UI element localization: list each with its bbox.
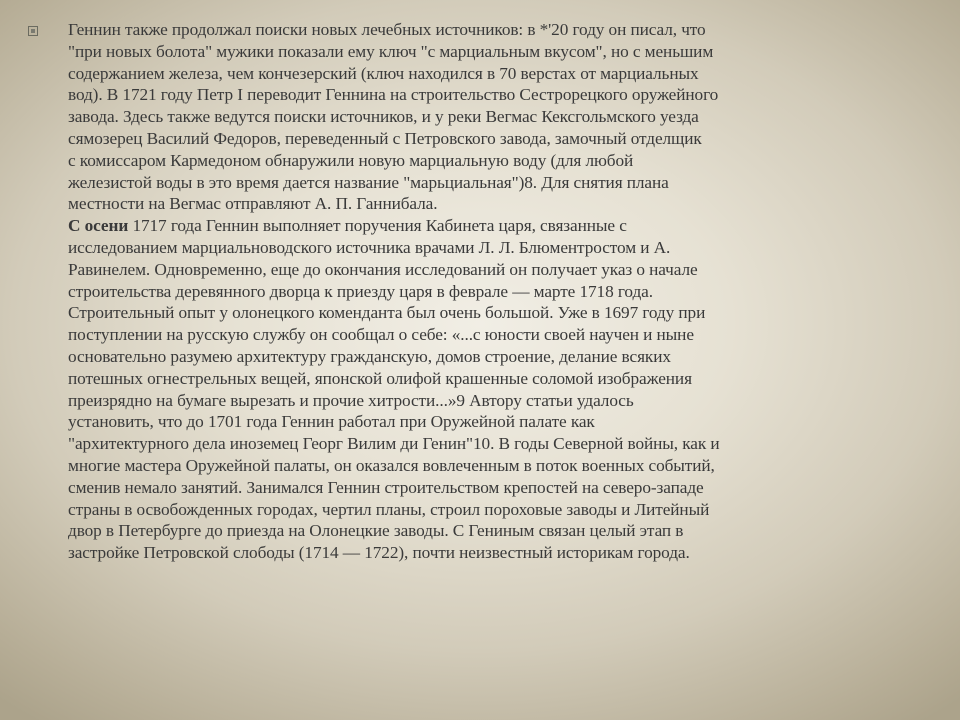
line-text: местности на Вегмас отправляют А. П. Ганнибала. bbox=[68, 194, 438, 214]
text-line bbox=[68, 346, 868, 368]
text-line bbox=[68, 172, 868, 194]
line-text: сменив немало занятий. Занимался Геннин строительством крепостей на северо-западе bbox=[68, 477, 704, 497]
line-text: многие мастера Оружейной палаты, он оказался вовлеченным в поток военных событий, bbox=[68, 455, 715, 475]
line-text: застройке Петровской слободы (1714 — 1722), почти неизвестный историкам города. bbox=[68, 543, 690, 563]
line-text: завода. Здесь также ведутся поиски источников, и у реки Вегмас Кексгольмского уезда bbox=[68, 107, 699, 127]
line-text: двор в Петербурге до приезда на Олонецкие заводы. С Гениным связан целый этап в bbox=[68, 521, 684, 541]
square-bullet-icon bbox=[28, 26, 38, 36]
line-text: основательно разумею архитектуру гражданскую, домов строение, делание всяких bbox=[68, 346, 671, 366]
text-line bbox=[68, 542, 868, 564]
line-text: преизрядно на бумаге вырезать и прочие хитрости...»9 Автору статьи удалось bbox=[68, 390, 634, 410]
line-text: с комиссаром Кармедоном обнаружили новую марциальную воду (для любой bbox=[68, 150, 634, 170]
line-text: "архитектурного дела иноземец Георг Вилим ди Генин"10. В годы Северной войны, как и bbox=[68, 434, 720, 454]
text-line bbox=[68, 499, 868, 521]
line-text: строительства деревянного дворца к приезду царя в феврале — марте 1718 года. bbox=[68, 281, 653, 301]
text-line bbox=[68, 84, 868, 106]
text-line bbox=[68, 259, 868, 281]
text-line bbox=[68, 390, 868, 412]
body-text bbox=[68, 19, 868, 564]
text-line bbox=[68, 433, 868, 455]
line-text: страны в освобожденных городах, чертил планы, строил пороховые заводы и Литейный bbox=[68, 499, 710, 519]
text-line bbox=[68, 302, 868, 324]
line-text: вод). В 1721 году Петр I переводит Геннина на строительство Сестрорецкого оружейного bbox=[68, 85, 719, 105]
text-line bbox=[68, 281, 868, 303]
line-text: поступлении на русскую службу он сообщал о себе: «...с юности своей научен и ныне bbox=[68, 325, 694, 345]
text-line bbox=[68, 106, 868, 128]
text-line bbox=[68, 193, 868, 215]
text-line bbox=[68, 368, 868, 390]
text-line bbox=[68, 41, 868, 63]
text-line bbox=[68, 19, 868, 41]
line-text: Строительный опыт у олонецкого коменданта был очень большой. Уже в 1697 году при bbox=[68, 303, 706, 323]
line-text: "при новых болота" мужики показали ему ключ "с марциальным вкусом", но с меньшим bbox=[68, 41, 714, 61]
bold-lead-text: С осени bbox=[68, 216, 129, 236]
line-text: Геннин также продолжал поиски новых лечебных источников: в *'20 году он писал, что bbox=[68, 20, 706, 39]
text-line bbox=[68, 237, 868, 259]
text-line bbox=[68, 455, 868, 477]
line-text: содержанием железа, чем кончезерский (ключ находился в 70 верстах от марциальных bbox=[68, 63, 699, 83]
text-line bbox=[68, 150, 868, 172]
text-line bbox=[68, 477, 868, 499]
line-text: установить, что до 1701 года Геннин работал при Оружейной палате как bbox=[68, 412, 595, 432]
text-line bbox=[68, 63, 868, 85]
line-text: железистой воды в это время дается название "марьциальная")8. Для снятия плана bbox=[68, 172, 669, 192]
text-line bbox=[68, 520, 868, 542]
text-line bbox=[68, 128, 868, 150]
text-line bbox=[68, 215, 868, 237]
line-text: исследованием марциальноводского источника врачами Л. Л. Блюментростом и А. bbox=[68, 237, 671, 257]
line-text: сямозерец Василий Федоров, переведенный с Петровского завода, замочный отделщик bbox=[68, 128, 702, 148]
line-text: 1717 года Геннин выполняет поручения Кабинета царя, связанные с bbox=[128, 216, 627, 236]
line-text: потешных огнестрельных вещей, японской олифой крашенные соломой изображения bbox=[68, 368, 692, 388]
line-text: Равинелем. Одновременно, еще до окончания исследований он получает указ о начале bbox=[68, 259, 698, 279]
text-line bbox=[68, 411, 868, 433]
text-line bbox=[68, 324, 868, 346]
